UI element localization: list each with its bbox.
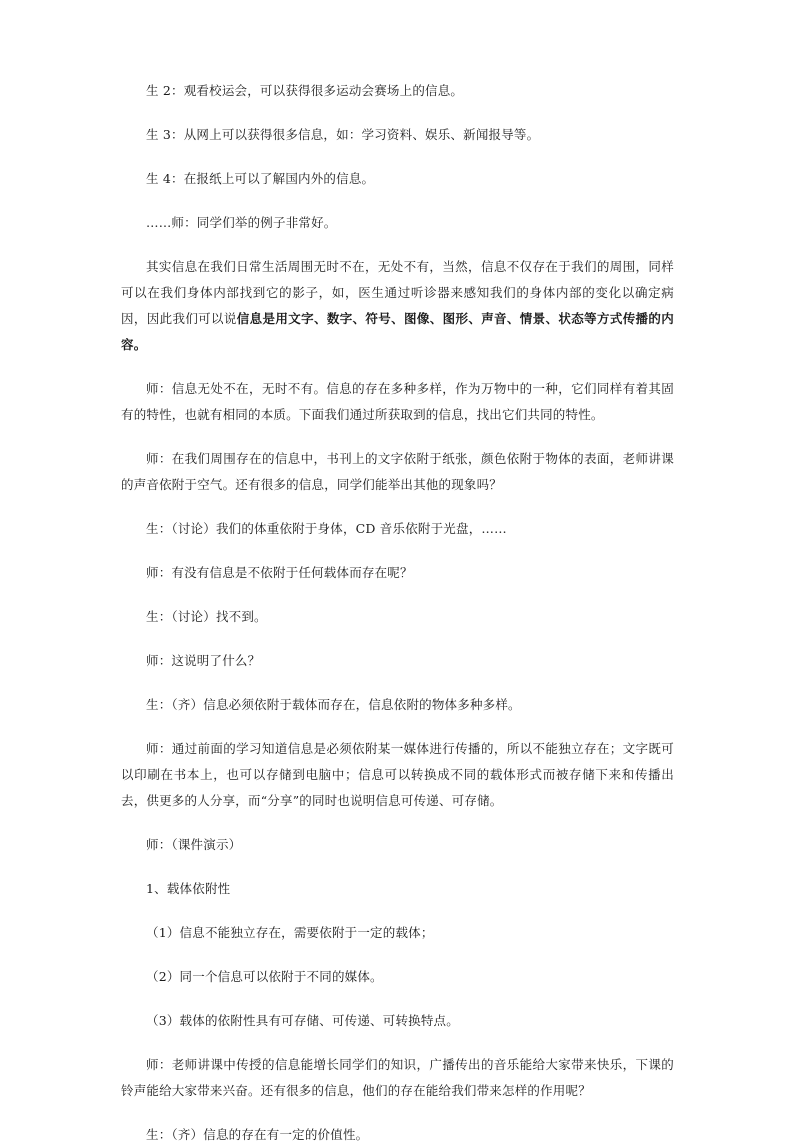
paragraph-6 xyxy=(121,376,674,428)
paragraph-1 xyxy=(121,78,674,104)
paragraph-10 xyxy=(121,604,674,630)
paragraph-text: 生：（讨论）我们的体重依附于身体，CD 音乐依附于光盘，…… xyxy=(146,521,507,536)
paragraph-19 xyxy=(121,1052,674,1104)
paragraph-text: 师：在我们周围存在的信息中，书刊上的文字依附于纸张，颜色依附于物体的表面，老师讲课的声音依附于空气。还有很多的信息，同学们能举出其他的现象吗？ xyxy=(121,451,674,492)
paragraph-text: 生：（齐）信息必须依附于载体而存在，信息依附的物体多种多样。 xyxy=(146,697,521,712)
paragraph-8 xyxy=(121,516,674,542)
paragraph-2 xyxy=(121,122,674,148)
paragraph-text: （2）同一个信息可以依附于不同的媒体。 xyxy=(146,969,383,984)
paragraph-text: 师：有没有信息是不依附于任何载体而存在呢？ xyxy=(146,565,413,580)
paragraph-text: 师：老师讲课中传授的信息能增长同学们的知识，广播传出的音乐能给大家带来快乐，下课的铃声能给大家带来兴奋。还有很多的信息，他们的存在能给我们带来怎样的作用呢？ xyxy=(121,1057,674,1098)
paragraph-text: 师：（课件演示） xyxy=(146,837,242,852)
paragraph-text: 生 3：从网上可以获得很多信息，如：学习资料、娱乐、新闻报导等。 xyxy=(146,127,540,142)
paragraph-text: 其实信息在我们日常生活周围无时不在，无处不有，当然，信息不仅存在于我们的周围，同样可以在我们身体内部找到它的影子，如，医生通过听诊器来感知我们的身体内部的变化以确定病因，因此我们可以说 xyxy=(121,259,674,326)
paragraph-12 xyxy=(121,692,674,718)
paragraph-17 xyxy=(121,964,674,990)
paragraph-16 xyxy=(121,920,674,946)
paragraph-text: 1、载体依附性 xyxy=(146,881,231,896)
paragraph-text: 生：（齐）信息的存在有一定的价值性。 xyxy=(146,1127,369,1142)
paragraph-5 xyxy=(121,254,674,358)
paragraph-text: 师：通过前面的学习知道信息是必须依附某一媒体进行传播的，所以不能独立存在；文字既可以印刷在书本上，也可以存储到电脑中；信息可以转换成不同的载体形式而被存储下来和传播出去，供更多的人分享，而“分享”的同时也说明信息可传递、可存储。 xyxy=(121,741,674,808)
paragraph-4 xyxy=(121,210,674,236)
definition-bold-text: 信息是用文字、数字、符号、图像、图形、声音、情景、状态等方式传播的内容。 xyxy=(121,311,674,352)
paragraph-13 xyxy=(121,736,674,814)
paragraph-text: （1）信息不能独立存在，需要依附于一定的载体； xyxy=(146,925,434,940)
paragraph-15 xyxy=(121,876,674,902)
paragraph-text: 师：这说明了什么？ xyxy=(146,653,261,668)
paragraph-9 xyxy=(121,560,674,586)
paragraph-3 xyxy=(121,166,674,192)
paragraph-7 xyxy=(121,446,674,498)
paragraph-11 xyxy=(121,648,674,674)
paragraph-text: （3）载体的依附性具有可存储、可传递、可转换特点。 xyxy=(146,1013,459,1028)
paragraph-18 xyxy=(121,1008,674,1034)
paragraph-text: 生：（讨论）找不到。 xyxy=(146,609,267,624)
paragraph-text: 师：信息无处不在，无时不有。信息的存在多种多样，作为万物中的一种，它们同样有着其固有的特性，也就有相同的本质。下面我们通过所获取到的信息，找出它们共同的特性。 xyxy=(121,381,674,422)
paragraph-text: 生 4：在报纸上可以了解国内外的信息。 xyxy=(146,171,375,186)
paragraph-text: 生 2：观看校运会，可以获得很多运动会赛场上的信息。 xyxy=(146,83,464,98)
paragraph-text: ……师：同学们举的例子非常好。 xyxy=(146,215,337,230)
paragraph-14 xyxy=(121,832,674,858)
paragraph-20 xyxy=(121,1122,674,1148)
